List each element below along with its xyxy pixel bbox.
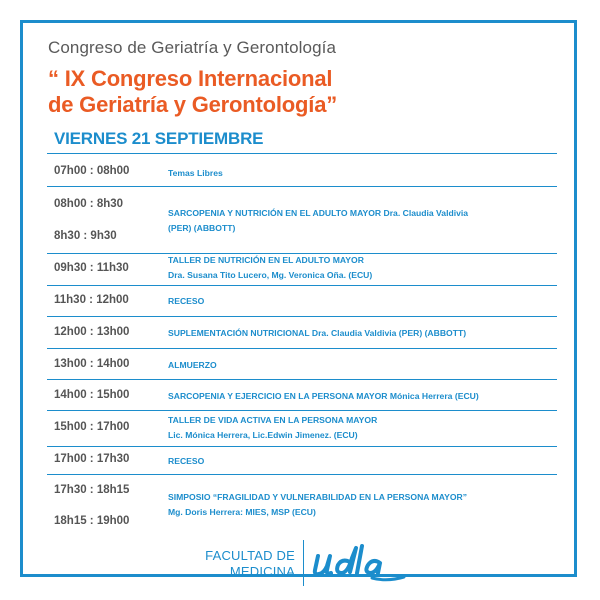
session-description [168,413,553,443]
time-slot: 15h00 : 17h00 [54,421,130,433]
row-divider [47,348,557,349]
session-line: Temas Libres [168,168,223,178]
time-slot: 17h30 : 18h15 [54,484,130,496]
row-divider [47,316,557,317]
session-line: TALLER DE NUTRICIÓN EN EL ADULTO MAYOR [168,255,364,265]
session-description [168,206,553,236]
faculty-name [205,548,295,580]
session-description [168,253,553,283]
row-divider [47,446,557,447]
time-slot: 11h30 : 12h00 [54,294,129,306]
session-description [168,294,553,309]
footer-separator [303,540,304,586]
session-description [168,358,553,373]
time-slot: 09h30 : 11h30 [54,262,129,274]
time-slot: 07h00 : 08h00 [54,165,130,177]
row-divider [47,410,557,411]
session-line: SUPLEMENTACIÓN NUTRICIONAL Dra. Claudia Valdivia (PER) (ABBOTT) [168,328,467,338]
faculty-line2: MEDICINA [229,564,295,579]
session-line: (PER) (ABBOTT) [168,223,236,233]
session-line: Lic. Mónica Herrera, Lic.Edwin Jimenez. (ECU) [168,430,358,440]
session-description [168,166,553,181]
time-slot: 18h15 : 19h00 [54,515,130,527]
day-heading: VIERNES 21 SEPTIEMBRE [54,129,264,148]
row-divider [47,474,557,475]
organization-title: Congreso de Geriatría y Gerontología [48,38,337,57]
row-divider [47,379,557,380]
session-line: SARCOPENIA Y NUTRICIÓN EN EL ADULTO MAYOR Dra. Claudia Valdivia [168,208,469,218]
time-slot: 12h00 : 13h00 [54,326,130,338]
row-divider [47,285,557,286]
time-slot: 8h30 : 9h30 [54,230,117,242]
session-line: ALMUERZO [168,360,217,370]
session-description [168,454,553,469]
session-description [168,490,553,520]
congress-title [48,66,337,118]
session-description [168,326,553,341]
row-divider [47,186,557,187]
time-slot: 17h00 : 17h30 [54,453,130,465]
faculty-line1: FACULTAD DE [205,548,295,563]
time-slot: 08h00 : 8h30 [54,198,124,210]
row-divider [47,153,557,154]
session-line: TALLER DE VIDA ACTIVA EN LA PERSONA MAYOR [168,415,378,425]
session-line: SARCOPENIA Y EJERCICIO EN LA PERSONA MAYOR Mónica Herrera (ECU) [168,391,479,401]
session-line: SIMPOSIO “FRAGILIDAD Y VULNERABILIDAD EN LA PERSONA MAYOR” [168,492,468,502]
udla-logo [312,544,407,584]
session-line: Dra. Susana Tito Lucero, Mg. Veronica Oña. (ECU) [168,270,373,280]
time-slot: 13h00 : 14h00 [54,358,130,370]
session-description [168,389,553,404]
time-slot: 14h00 : 15h00 [54,389,130,401]
session-line: RECESO [168,296,205,306]
session-line: Mg. Doris Herrera: MIES, MSP (ECU) [168,507,316,517]
congress-title-line2: de Geriatría y Gerontología” [48,92,338,117]
session-line: RECESO [168,456,205,466]
congress-title-line1: “ IX Congreso Internacional [48,66,333,91]
